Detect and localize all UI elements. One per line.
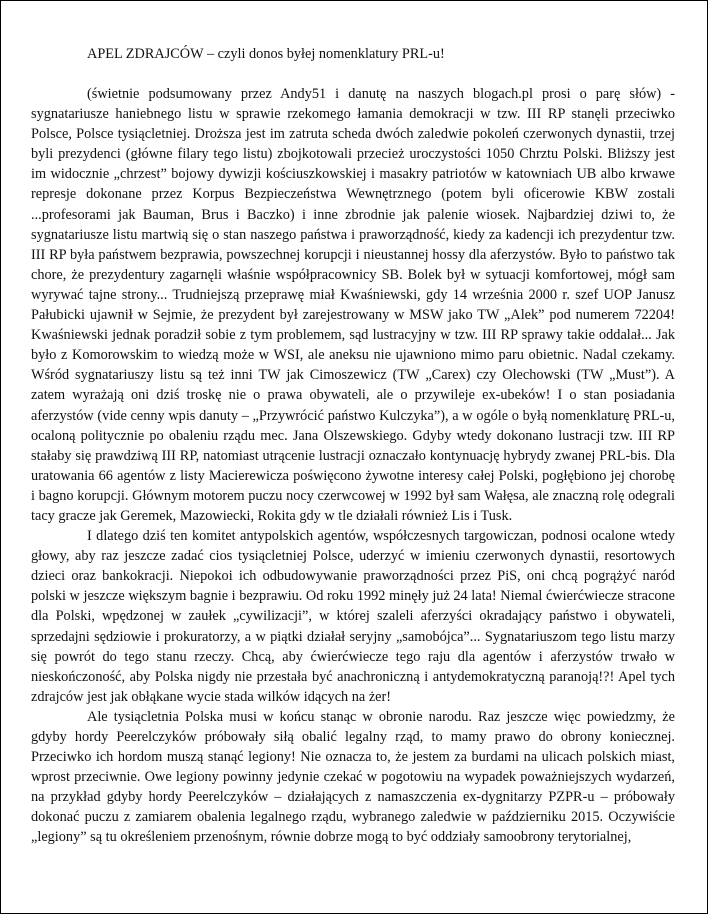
paragraph-3: Ale tysiącletnia Polska musi w końcu stanąc w obronie narodu. Raz jeszcze więc powiedzmy, że gdyby hordy Peerelczyków próbowały siłą obalić legalny rząd, to mamy prawo do obrony koniecznej. Przeciwko ich hordom muszą stanąć legiony! Nie oznacza to, że jestem za burdami na ulicach polskich miast, wprost przeciwnie. Owe legiony powinny jedynie czekać w pogotowiu na wypadek poważniejszych wydarzeń, na przykład gdyby hordy Peerelczyków – działających z namaszczenia ex-dygnitarzy PZPR-u – próbowały dokonać puczu z zamiarem obalenia legalnego rządu, wybranego zaledwie w październiku 2015. Oczywiście „legiony” są tu określeniem przenośnym, równie dobrze mogą to być oddziały samoobrony terytorialnej, [31, 708, 675, 846]
paragraph-2: I dlatego dziś ten komitet antypolskich agentów, współczesnych targowiczan, podnosi ocalone wtedy głowy, aby raz jeszcze zadać cios tysiącletniej Polsce, uderzyć w imieniu czerwonych dynastii, resortowych dzieci oraz bankokracji. Niepokoi ich odbudowywanie praworządności przez PiS, oni chcą pogrążyć naród polski w jeszcze większym bagnie i bezprawiu. Od roku 1992 minęły już 24 lata! Niemal ćwierćwiecze stracone dla Polski, wpędzonej w zaułek „cywilizacji”, w której szaleli aferzyści okradający państwo i obywateli, sprzedajni sędziowie i prokuratorzy, a w piątki działał seryjny „samobójca”... Sygnatariuszom tego listu marzy się powrót do tego stanu rzeczy. Chcą, aby ćwierćwiecze tego raju dla agentów i aferzystów trwało w nieskończoność, aby Polska nigdy nie przestała być anachroniczną i antydemokratyczną paranoją!?! Apel tych zdrajców jest jak obłąkane wycie stada wilków idących na żer! [31, 528, 675, 705]
document-body [31, 44, 675, 848]
paragraph-1: (świetnie podsumowany przez Andy51 i danutę na naszych blogach.pl prosi o parę słów) - sygnatariusze haniebnego listu w sprawie rzekomego łamania demokracji w tzw. III RP stanęli przeciwko Polsce, Polsce tysiącletniej. Droższa jest im zatruta scheda dwóch zaledwie pokoleń czerwonych dynastii, trzej byli prezydenci (główne filary tego listu) zbojkotowali przecież uroczystości 1050 Chrztu Polski. Bliższy jest im widocznie „chrzest” bojowy dywizji kościuszkowskiej i masakry patriotów w katowniach UB albo krwawe represje dokonane przez Korpus Bezpieczeństwa Wewnętrznego (potem byli oficerowie KBW zostali ...profesorami jak Bauman, Brus i Baczko) i inne zbrodnie jak palenie wiosek. Najbardziej dziwi to, że sygnatariusze listu martwią się o stan naszego państwa i praworządność, kiedy za kadencji ich prezydentur tzw. III RP była państwem bezprawia, powszechnej korupcji i nieustannej hossy dla aferzystów. Było to państwo tak chore, że prezydentury zagarnęli właśnie współpracownicy SB. Bolek był w sytuacji komfortowej, mógł sam wyrywać tajne strony... Trudniejszą przeprawę miał Kwaśniewski, gdy 14 września 2000 r. szef UOP Janusz Pałubicki ujawnił w Sejmie, że prezydent był zarejestrowany w MSW jako TW „Alek” pod numerem 72204! Kwaśniewski jednak poradził sobie z tym problemem, sąd lustracyjny w tzw. III RP sprawy takie oddalał... Jak było z Komorowskim to wiedzą może w WSI, ale aneksu nie ujawniono mimo paru obietnic. Nadal czekamy. Wśród sygnatariuszy listu są też inni TW jak Cimoszewicz (TW „Carex) czy Olechowski (TW „Must”). A zatem wyrażają oni dziś troskę nie o prawa obywateli, ale o przywileje ex-ubeków! I o stan posiadania aferzystów (vide cenny wpis danuty – „Przywrócić państwo Kulczyka”), a w ogóle o byłą nomenklaturę PRL-u, ocaloną politycznie po obaleniu rządu mec. Jana Olszewskiego. Gdyby wtedy dokonano lustracji tzw. III RP stałaby się prawdziwą III RP, natomiast utrącenie lustracji oznaczało kontynuację hybrydy zwanej PRL-bis. Dla uratowania 66 agentów z listy Macierewicza poświęcono żywotne interesy całej Polski, pogłębiono jej chorobę i bagno korupcji. Głównym motorem puczu nocy czerwcowej w 1992 był sam Wałęsa, ale znaczną rolę odegrali tacy gracze jak Geremek, Mazowiecki, Rokita gdy w tle działali również Lis i Tusk. [31, 86, 675, 524]
document-title: APEL ZDRAJCÓW – czyli donos byłej nomenklatury PRL-u! [87, 46, 445, 62]
